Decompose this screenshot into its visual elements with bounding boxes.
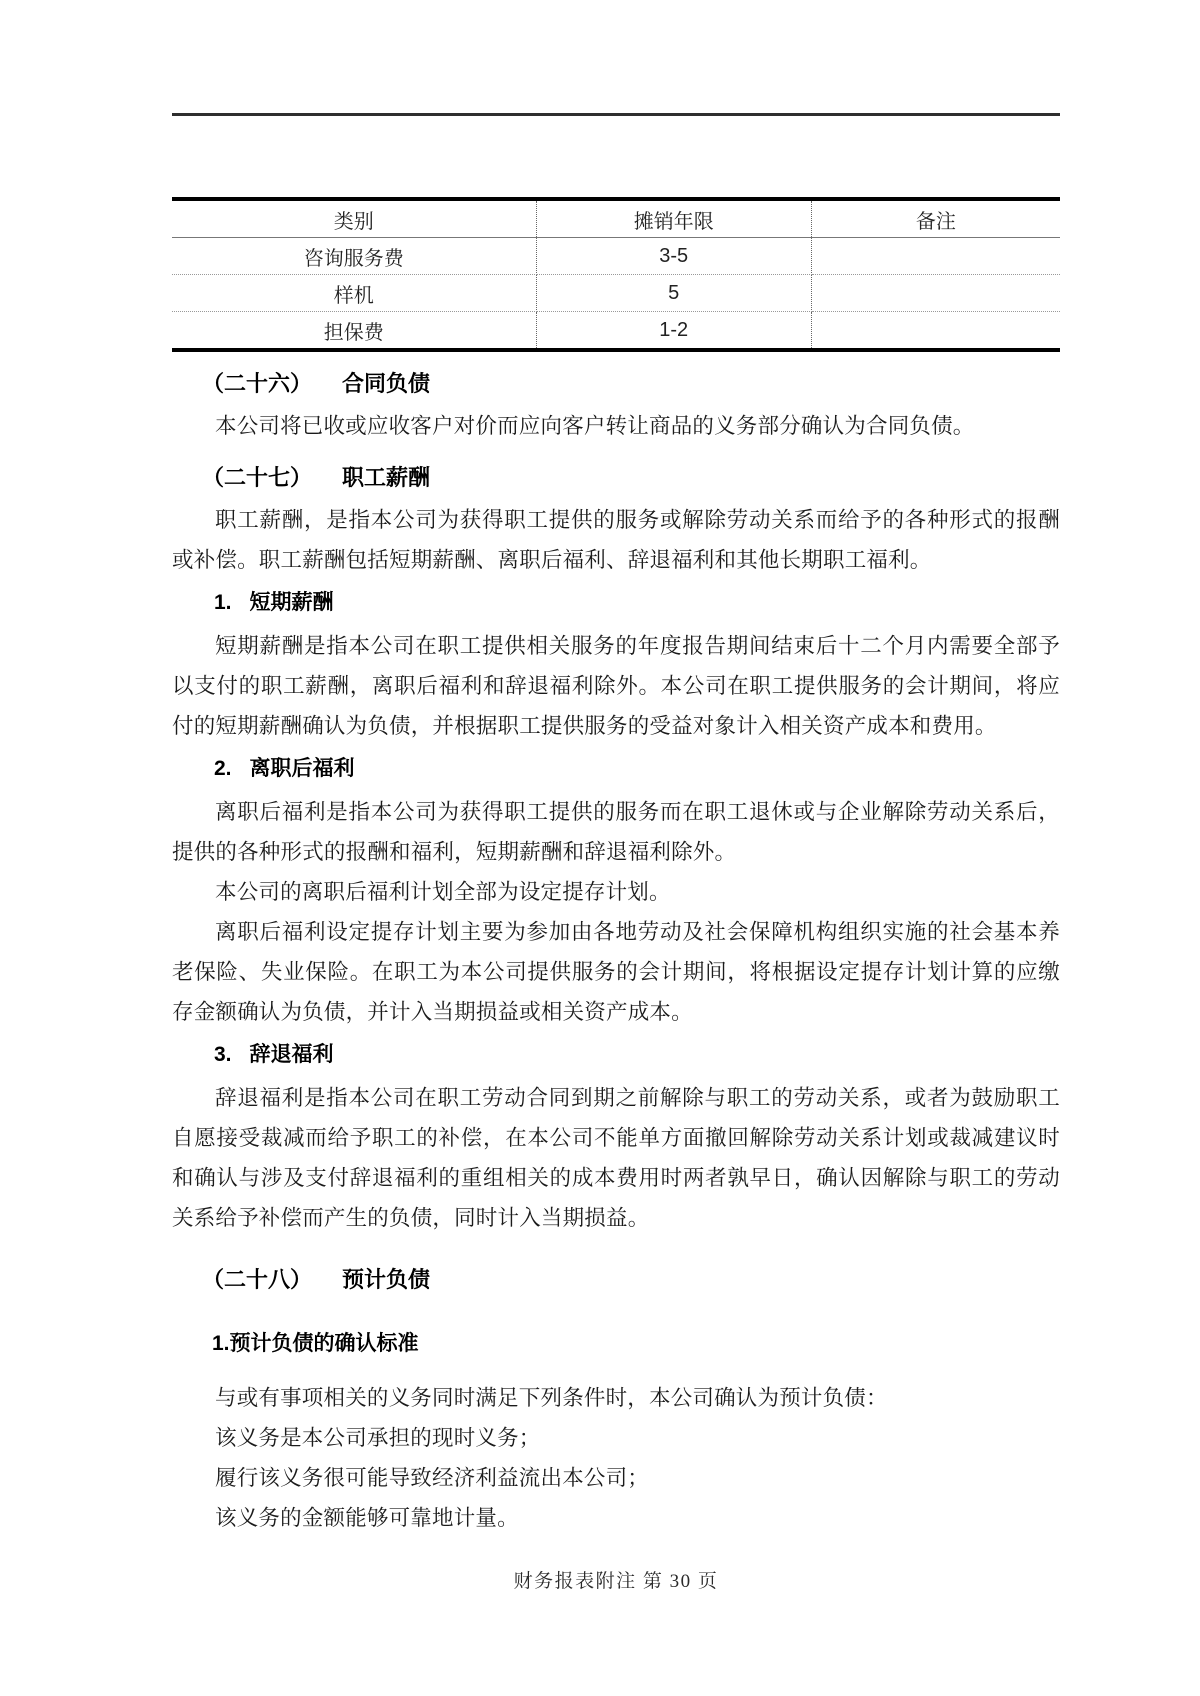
section-title: 预计负债 (342, 1267, 431, 1292)
section-heading-28 (202, 1260, 1060, 1300)
subsection-number: 1. (214, 591, 232, 614)
cell-category: 样机 (172, 275, 536, 312)
page-top-rule (172, 113, 1060, 116)
paragraph: 离职后福利是指本公司为获得职工提供的服务而在职工退休或与企业解除劳动关系后，提供的各种形式的报酬和福利，短期薪酬和辞退福利除外。 (172, 800, 1060, 864)
cell-period: 5 (536, 275, 811, 312)
header-category: 类别 (172, 199, 536, 238)
subsection-number: 2. (214, 757, 232, 780)
cell-category: 咨询服务费 (172, 238, 536, 275)
condition-line: 履行该义务很可能导致经济利益流出本公司； (215, 1466, 650, 1490)
paragraph: 与或有事项相关的义务同时满足下列条件时，本公司确认为预计负债： (215, 1386, 888, 1410)
cell-note (811, 312, 1060, 351)
section-heading-26 (202, 364, 1060, 404)
cell-note (811, 238, 1060, 275)
table-row (172, 312, 1060, 351)
subsection-heading-criteria: 1.预计负债的确认标准 (212, 1332, 419, 1355)
section-title: 职工薪酬 (342, 465, 431, 490)
paragraph: 本公司将已收或应收客户对价而应向客户转让商品的义务部分确认为合同负债。 (215, 414, 975, 438)
table-header-row (172, 199, 1060, 238)
paragraph: 职工薪酬，是指本公司为获得职工提供的服务或解除劳动关系而给予的各种形式的报酬或补偿。职工薪酬包括短期薪酬、离职后福利、辞退福利和其他长期职工福利。 (172, 508, 1060, 572)
document-body (172, 197, 1060, 1538)
subsection-title: 离职后福利 (249, 757, 355, 780)
paragraph: 短期薪酬是指本公司在职工提供相关服务的年度报告期间结束后十二个月内需要全部予以支付的职工薪酬，离职后福利和辞退福利除外。本公司在职工提供服务的会计期间，将应付的短期薪酬确认为负债，并根据职工提供服务的受益对象计入相关资产成本和费用。 (172, 634, 1060, 738)
subsection-title: 短期薪酬 (249, 591, 334, 614)
subsection-heading-3 (214, 1035, 1060, 1075)
section-number: （二十八） (202, 1267, 313, 1292)
header-period: 摊销年限 (536, 199, 811, 238)
cell-category: 担保费 (172, 312, 536, 351)
cell-note (811, 275, 1060, 312)
amortization-table (172, 197, 1060, 352)
subsection-heading-2 (214, 749, 1060, 789)
section-title: 合同负债 (342, 371, 431, 396)
table-row (172, 238, 1060, 275)
condition-line: 该义务是本公司承担的现时义务； (215, 1426, 541, 1450)
condition-line: 该义务的金额能够可靠地计量。 (215, 1506, 519, 1530)
subsection-title: 辞退福利 (249, 1043, 334, 1066)
section-heading-27 (202, 458, 1060, 498)
table-row (172, 275, 1060, 312)
page-footer: 财务报表附注 第 30 页 (513, 1571, 719, 1592)
paragraph: 本公司的离职后福利计划全部为设定提存计划。 (215, 880, 671, 904)
section-number: （二十六） (202, 371, 313, 396)
cell-period: 1-2 (536, 312, 811, 351)
header-note: 备注 (811, 199, 1060, 238)
subsection-heading-1 (214, 583, 1060, 623)
paragraph: 离职后福利设定提存计划主要为参加由各地劳动及社会保障机构组织实施的社会基本养老保险、失业保险。在职工为本公司提供服务的会计期间，将根据设定提存计划计算的应缴存金额确认为负债，并计入当期损益或相关资产成本。 (172, 920, 1060, 1024)
subsection-number: 3. (214, 1043, 232, 1066)
section-number: （二十七） (202, 465, 313, 490)
cell-period: 3-5 (536, 238, 811, 275)
paragraph: 辞退福利是指本公司在职工劳动合同到期之前解除与职工的劳动关系，或者为鼓励职工自愿接受裁减而给予职工的补偿，在本公司不能单方面撤回解除劳动关系计划或裁减建议时和确认与涉及支付辞退福利的重组相关的成本费用时两者孰早日，确认因解除与职工的劳动关系给予补偿而产生的负债，同时计入当期损益。 (172, 1086, 1060, 1230)
